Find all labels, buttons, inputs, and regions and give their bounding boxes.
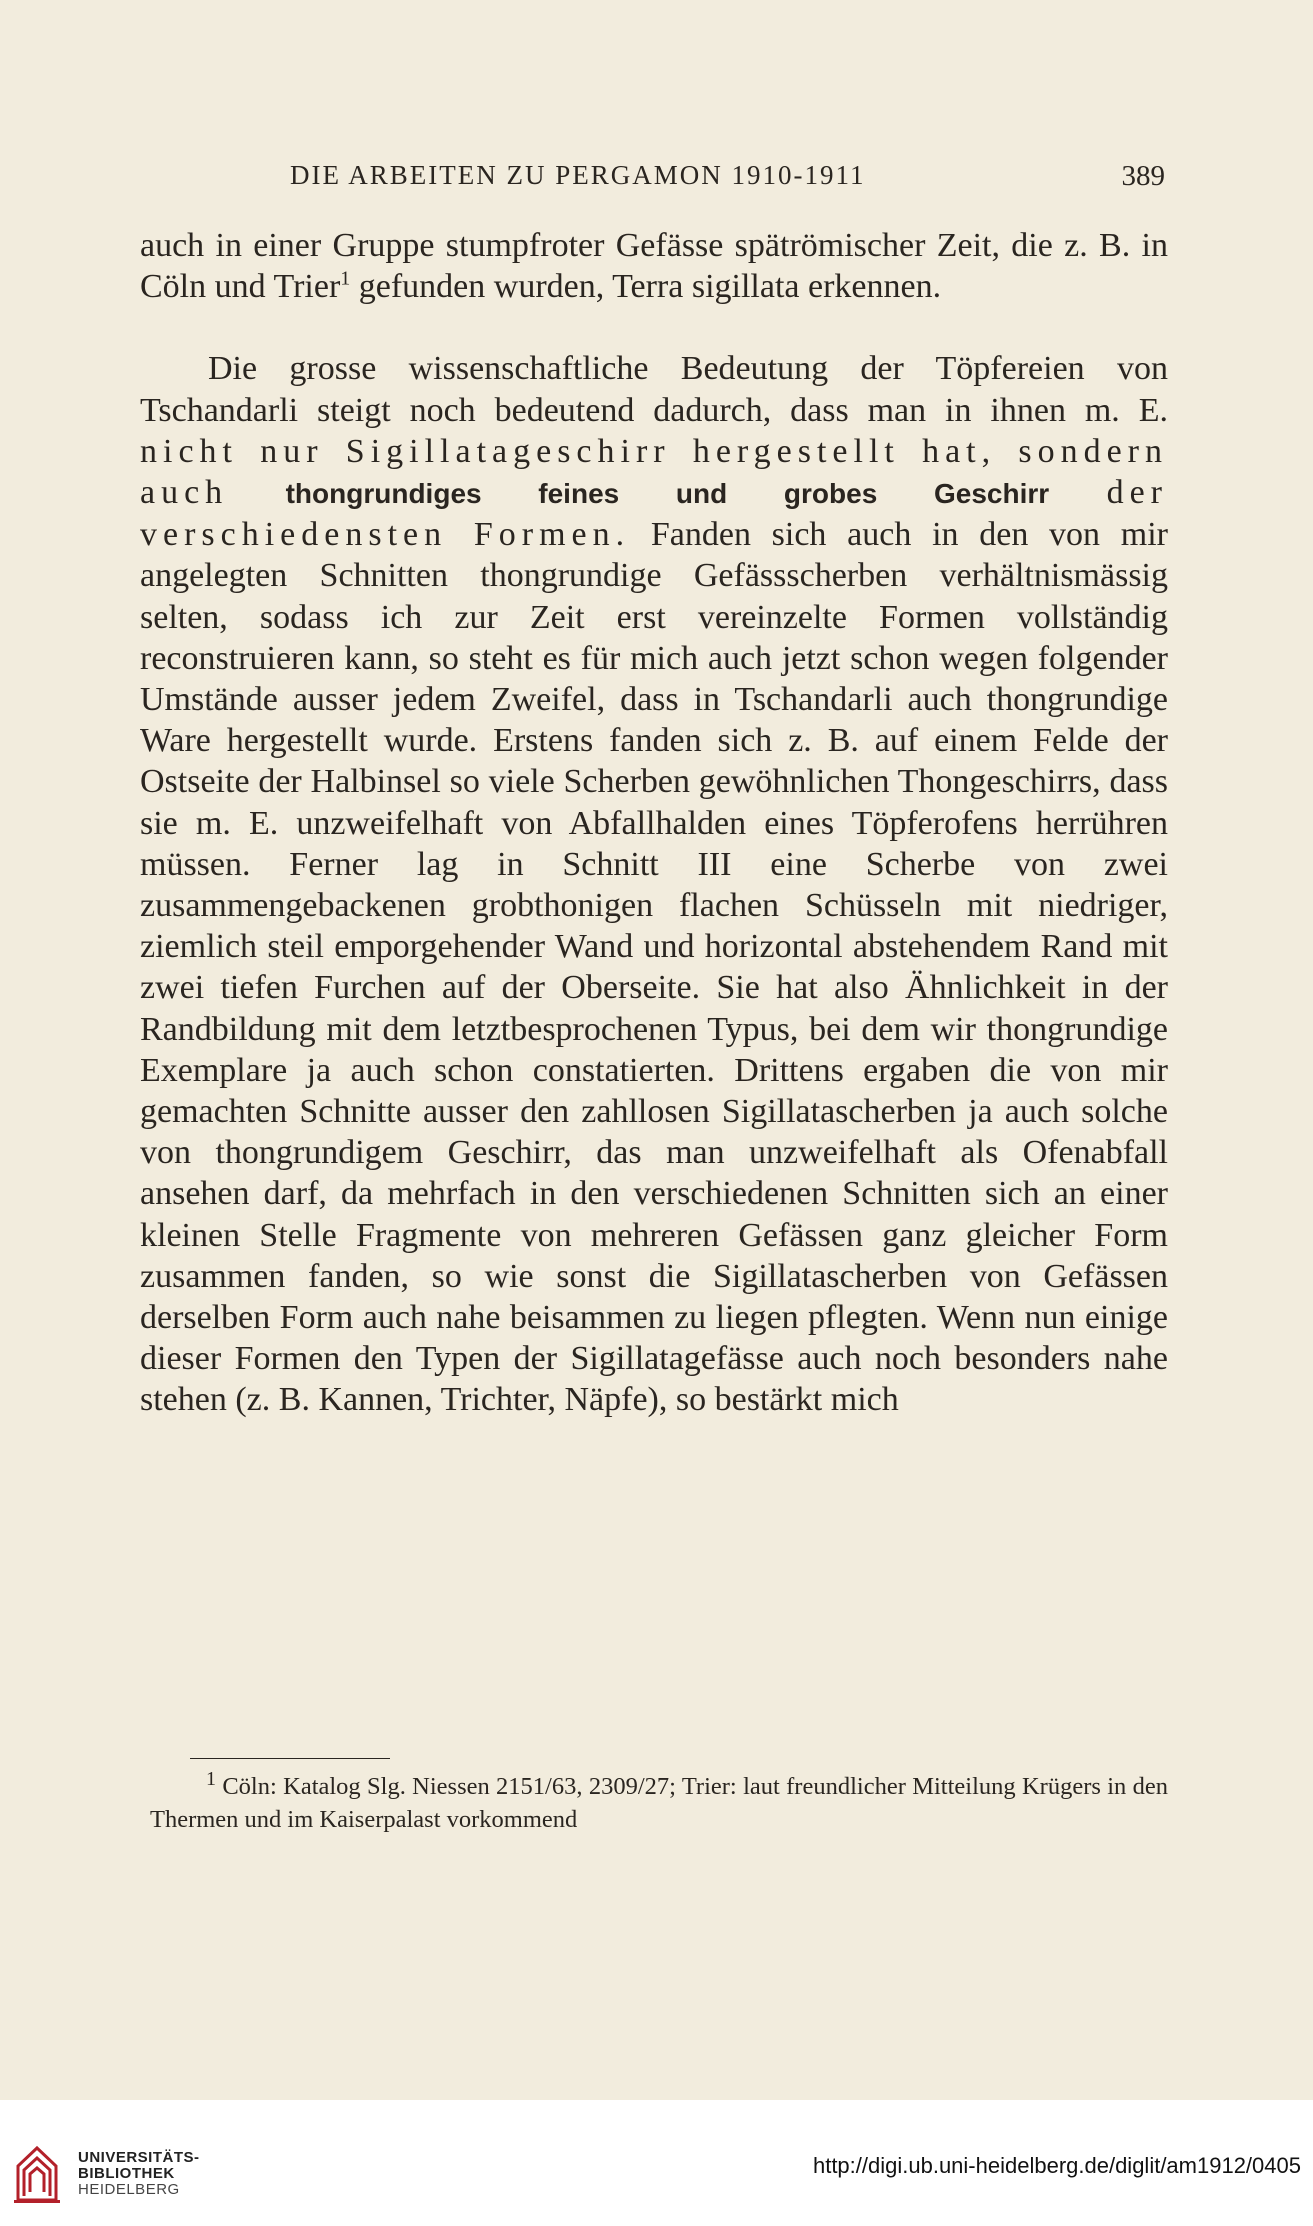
paragraph-2-text-4: Fanden sich auch in den von mir angelegten Schnitten thongrundige Gefässscherben verhältnismässig selten, sodass ich zur Zeit erst vereinzelte Formen vollständig reconstruieren kann, so steht es für mich auch jetzt schon wegen folgender Umstände ausser jedem Zweifel, dass in Tschandarli auch thongrundige Ware hergestellt wurde. Erstens fanden sich z. B. auf einem Felde der Ostseite der Halbinsel so viele Scherben gewöhnlichen Thongeschirrs, dass sie m. E. unzweifelhaft von Abfallhalden eines Töpferofens herrühren müssen. Ferner lag in Schnitt III eine Scherbe von zwei zusammengebackenen grobthonigen flachen Schüsseln mit niedriger, ziemlich steil emporgehender Wand und horizontal abstehendem Rand mit zwei tiefen Furchen auf der Oberseite. Sie hat also Ähnlichkeit in der Randbildung mit dem letztbesprochenen Typus, bei dem wir thongrundige Exemplare ja auch schon constatierten. Drittens ergaben die von mir gemachten Schnitte ausser den zahllosen Sigillatascherben ja auch solche von thongrundigem Geschirr, das man unzweifelhaft als Ofenabfall ansehen darf, da mehrfach in den verschiedenen Schnitten sich an einer kleinen Stelle Fragmente von mehreren Gefässen ganz gleicher Form zusammen fanden, so wie sonst die Sigillatascherben von Gefässen derselben Form auch nahe beisammen zu liegen pflegten. Wenn nun einige dieser Formen den Typen der Sigillatagefässe auch noch besonders nahe stehen (z. B. Kannen, Trichter, Näpfe), so bestärkt mich [140, 516, 1168, 1419]
paragraph-gap [140, 307, 1168, 348]
page-number: 389 [1121, 160, 1165, 192]
running-title: DIE ARBEITEN ZU PERGAMON 1910-1911 [290, 160, 866, 190]
paragraph-2-text-1: Die grosse wissenschaftliche Bedeutung der Töpfereien von Tschandarli steigt noch bedeutend dadurch, dass man in ihnen m. E. [140, 350, 1168, 429]
spaced-emphasis-2: der verschiedensten Formen. [140, 474, 1168, 554]
source-url[interactable]: http://digi.ub.uni-heidelberg.de/diglit/am1912/0405 [812, 2153, 1301, 2178]
logo-line-3: HEIDELBERG [78, 2181, 180, 2198]
bold-emphasis: thongrundiges feines und grobes Geschirr [285, 478, 1050, 510]
body-text [140, 225, 1168, 1421]
paragraph-1 [140, 225, 1168, 307]
footnote-reference: 1 [340, 267, 351, 290]
footnote-mark: 1 [206, 1767, 216, 1790]
paragraph-1-text-a: auch in einer Gruppe stumpfroter Gefässe spätrömischer Zeit, die z. B. in Cöln und Trier [140, 227, 1168, 306]
library-logo-icon [14, 2144, 60, 2204]
paragraph-2-text-3 [1049, 474, 1106, 511]
paragraph-2 [140, 348, 1168, 1420]
footnote-rule [190, 1758, 390, 1759]
footnote-text: Cöln: Katalog Slg. Niessen 2151/63, 2309/27; Trier: laut freundlicher Mitteilung Krügers in den Thermen und im Kaiserpalast vorkommend [150, 1773, 1168, 1833]
footnote [150, 1767, 1168, 1836]
spaced-emphasis-1: nicht nur Sigillatageschirr hergestellt hat, sondern auch [140, 432, 1168, 512]
logo-line-1: UNIVERSITÄTS- [78, 2149, 200, 2166]
logo-line-2: BIBLIOTHEK [78, 2165, 175, 2182]
library-logo-text [78, 2150, 200, 2198]
paragraph-2-text-2 [228, 474, 285, 511]
page-header [145, 160, 1175, 210]
paragraph-1-text-b: gefunden wurden, Terra sigillata erkennen. [350, 268, 942, 306]
